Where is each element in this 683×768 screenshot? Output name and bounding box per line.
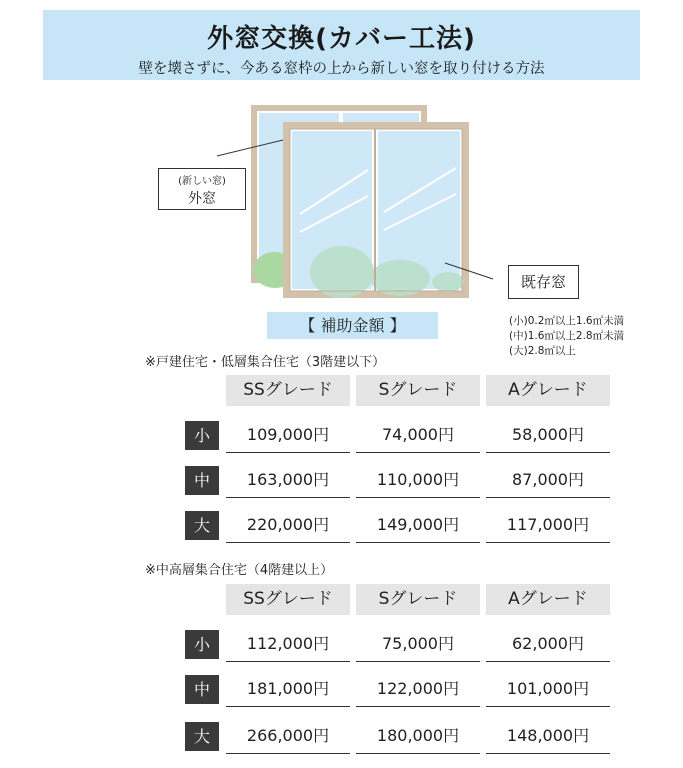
table1-cell: 109,000円 xyxy=(226,418,350,453)
table1-size-small: 小 xyxy=(185,421,219,450)
table1-header-ss: SSグレード xyxy=(226,375,350,406)
new-window-callout xyxy=(158,168,246,210)
table1-header-a: Aグレード xyxy=(486,375,610,406)
table1-cell: 110,000円 xyxy=(356,463,480,498)
size-note-large: (大)2.8㎡以上 xyxy=(509,345,576,357)
table1-cell: 117,000円 xyxy=(486,508,610,543)
table2-size-medium: 中 xyxy=(185,675,219,704)
window-illustration xyxy=(0,0,683,310)
table2-cell: 148,000円 xyxy=(486,719,610,754)
table1-cell: 149,000円 xyxy=(356,508,480,543)
table2-cell: 180,000円 xyxy=(356,719,480,754)
table2-size-small: 小 xyxy=(185,630,219,659)
table2-cell: 266,000円 xyxy=(226,719,350,754)
table1-cell: 74,000円 xyxy=(356,418,480,453)
page-title: 外窓交換(カバー工法) xyxy=(207,24,476,54)
table2-cell: 62,000円 xyxy=(486,627,610,662)
new-window-frame xyxy=(283,122,469,298)
size-note-small: (小)0.2㎡以上1.6㎡未満 xyxy=(509,315,625,327)
table2-cell: 101,000円 xyxy=(486,672,610,707)
table1-cell: 220,000円 xyxy=(226,508,350,543)
table2-cell: 181,000円 xyxy=(226,672,350,707)
table2-header-a: Aグレード xyxy=(486,584,610,615)
new-window-caption: (新しい窓) xyxy=(178,176,226,187)
table1-size-medium: 中 xyxy=(185,466,219,495)
table-note-low-rise: ※戸建住宅・低層集合住宅（3階建以下） xyxy=(145,355,386,370)
table2-header-s: Sグレード xyxy=(356,584,480,615)
table2-header-ss: SSグレード xyxy=(226,584,350,615)
page-subtitle: 壁を壊さずに、今ある窓枠の上から新しい窓を取り付ける方法 xyxy=(138,61,545,77)
table2-cell: 112,000円 xyxy=(226,627,350,662)
table1-cell: 163,000円 xyxy=(226,463,350,498)
table1-cell: 87,000円 xyxy=(486,463,610,498)
table2-cell: 122,000円 xyxy=(356,672,480,707)
table-note-high-rise: ※中高層集合住宅（4階建以上） xyxy=(145,563,334,578)
existing-window-callout: 既存窓 xyxy=(508,265,579,299)
size-notes xyxy=(509,314,624,359)
table2-cell: 75,000円 xyxy=(356,627,480,662)
table1-cell: 58,000円 xyxy=(486,418,610,453)
table1-header-s: Sグレード xyxy=(356,375,480,406)
table1-size-large: 大 xyxy=(185,511,219,540)
subsidy-title: 【 補助金額 】 xyxy=(267,312,438,339)
size-note-medium: (中)1.6㎡以上2.8㎡未満 xyxy=(509,330,625,342)
new-window-label: 外窓 xyxy=(188,191,216,207)
table2-size-large: 大 xyxy=(185,722,219,751)
